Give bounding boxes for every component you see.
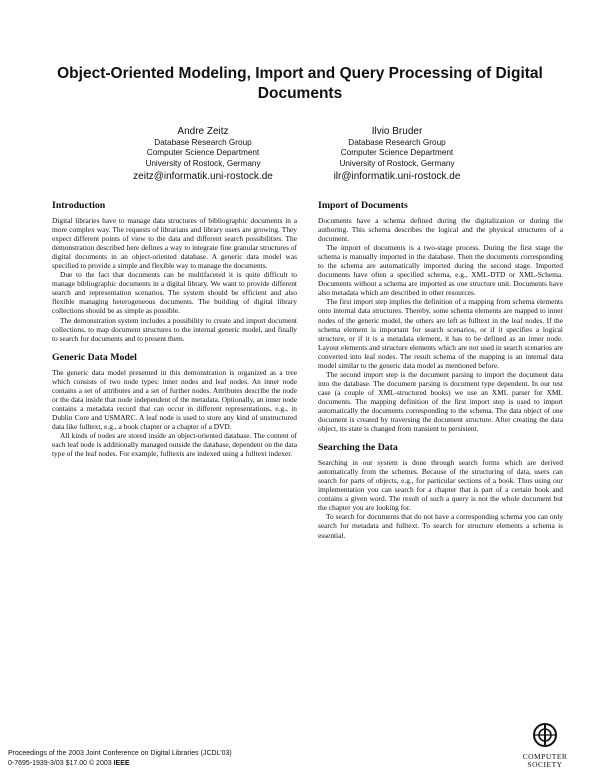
author-email: zeitz@informatik.uni-rostock.de xyxy=(133,171,273,183)
section-heading-import: Import of Documents xyxy=(318,200,408,211)
section-heading-generic-data-model: Generic Data Model xyxy=(52,351,137,363)
proceedings-footer xyxy=(8,749,232,768)
import-paragraph-2: The import of documents is a two-stage process. During the first stage the schema is manually imported in the database. Then the documents corresponding to the schema are automatically imported during the second stage. Imported documents have often a specified schema, e.g., XML-DTD or XML-Schema. Documents without a schema are imported as one structure unit. Documents have also metadata which are described in other resources. xyxy=(318,243,563,298)
author-block-2 xyxy=(277,126,517,184)
author-group: Database Research Group xyxy=(154,138,252,147)
right-column xyxy=(318,200,563,540)
author-group: Database Research Group xyxy=(348,138,446,147)
author-univ: University of Rostock, Germany xyxy=(145,158,261,168)
import-paragraph-1: Documents have a schema defined during the digitalization or during the authoring. This schema describes the logical and the physical structures of a document. xyxy=(318,216,563,244)
author-dept: Computer Science Department xyxy=(146,148,260,158)
computer-society-logo xyxy=(515,722,575,770)
author-dept: Computer Science Department xyxy=(340,148,454,158)
footer-line-2 xyxy=(8,759,232,769)
section-heading-introduction: Introduction xyxy=(52,200,106,211)
import-paragraph-4: The second import step is the document parsing to import the document data into the database. The document parsing is document type dependent. In our test case (a couple of XML-structured books) we use an XML parser for XML documents. The mapping definition of the first import step is used to import automatically the documents corresponding to the schema. The data object of one document is created by traversing the document structure. After creating the data object, its state is changed from transient to persistent. xyxy=(318,369,563,434)
author-univ: University of Rostock, Germany xyxy=(339,158,455,168)
footer-isbn: 0-7695-1939-3/03 $17.00 © 2003 xyxy=(8,759,112,767)
search-paragraph-1: Searching in our system is done through search forms which are derived automatically from the schemes. Because of the structuring of data, users can search for parts of objects, e.g., for particular sections of a book. Thus using our implementation you can search for a chapter that is part of a certain book and contains a given word. The result of such a query is not the whole document but the chapter you are looking for. xyxy=(318,458,563,513)
author-name: Ilvio Bruder xyxy=(371,126,423,137)
logo-text-society: SOCIETY xyxy=(527,760,563,769)
author-email: ilr@informatik.uni-rostock.de xyxy=(333,171,461,183)
intro-paragraph-2: Due to the fact that documents can be multifaceted it is quite difficult to manage bibliographic documents in a digital library. We want to provide different search and representation scenarios. The system should be efficient and also flexible managing heterogeneous documents. The building of digital library collections should be as simple as possible. xyxy=(52,270,297,316)
footer-line-1: Proceedings of the 2003 Joint Conference on Digital Libraries (JCDL’03) xyxy=(8,750,232,757)
author-name: Andre Zeitz xyxy=(177,126,229,137)
search-paragraph-2: To search for documents that do not have a corresponding schema you can only search for metadata and fulltext. To search for structure elements a schema is essential. xyxy=(318,512,563,540)
left-column xyxy=(52,200,297,458)
import-paragraph-3: The first import step implies the definition of a mapping from schema elements onto internal data structures. Thereby, some schema elements are mapped to inner nodes of the generic model, the others are left as fulltext in the leaf nodes. If the schema element is important for search scenarios, or if it specifies a logical structure, or if it is a metadata element, it has to be defined as an inner node. Layout elements and structure elements which are not used in search scenarios are converted into leaf nodes. The result schema of the mapping is an internal data model similar to the generic data model as mentioned before. xyxy=(318,297,563,370)
section-heading-searching: Searching the Data xyxy=(318,442,398,454)
generic-paragraph-2: All kinds of nodes are stored inside an object-oriented database. The content of each leaf node is additionally managed outside the database, dependent on the data type of the leaf nodes. For example, fulltexts are indexed using a fulltext indexer. xyxy=(52,430,297,459)
logo-text-computer: COMPUTER xyxy=(522,752,568,761)
intro-paragraph-3: The demonstration system includes a possibility to create and import document collections, to map document structures to the internal generic model, and finally to search for documents and to present them. xyxy=(52,315,297,343)
computer-society-emblem-icon xyxy=(515,722,575,748)
generic-paragraph-1: The generic data model presented in this demonstration is organized as a tree which consists of two node types: inner nodes and leaf nodes. An inner node contains a set of attributes and a set of further nodes. Attributes describe the node or the data inside that node independent of the metadata. Optionally, an inner node contains a metadata record that can occur in different representations, e.g., in Dublin Core and USMARC. A leaf node is used to store any kind of unstructured data like fulltext, e.g., a book chapter or a chapter of a DVD. xyxy=(52,367,297,431)
paper-title: Object-Oriented Modeling, Import and Query Processing of Digital Documents xyxy=(57,65,543,102)
ieee-label: IEEE xyxy=(113,759,130,767)
intro-paragraph-1: Digital libraries have to manage data structures of bibliographic documents in a more complex way. The requests of librarians and library users are growing. They expect different points of view to the data and different search possibilities. The demonstration described here defines a way to integrate fine granular structures of digital documents in an object-oriented database. A generic data model was specified to provide a simple and flexible way to manage the documents. xyxy=(52,216,297,271)
